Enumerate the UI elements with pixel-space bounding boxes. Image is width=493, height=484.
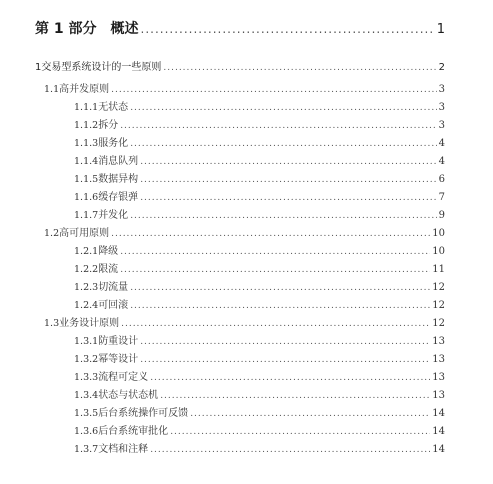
dot-leader [160, 391, 430, 401]
subsection-number: 1.3.1 [74, 336, 99, 347]
toc-section-entry[interactable] [44, 314, 445, 329]
dot-leader [111, 229, 430, 239]
subsection-number: 1.2.4 [74, 300, 99, 311]
section-title: 高可用原则 [59, 228, 110, 239]
subsection-title: 缓存银弹 [98, 192, 139, 203]
toc-subsection-entry[interactable] [74, 350, 445, 365]
section-number: 1.3 [44, 318, 60, 329]
subsection-number: 1.1.6 [74, 192, 99, 203]
dot-leader [120, 265, 430, 275]
subsection-page-number: 14 [432, 408, 445, 419]
dot-leader [130, 139, 436, 149]
subsection-number: 1.3.7 [74, 444, 99, 455]
toc-subsection-entry[interactable] [74, 206, 445, 221]
dot-leader [111, 85, 437, 95]
section-number: 1.2 [44, 228, 60, 239]
subsection-page-number: 9 [438, 210, 445, 221]
subsection-title: 后台系统审批化 [98, 426, 169, 437]
subsection-title: 限流 [98, 264, 119, 275]
toc-subsection-entry[interactable] [74, 332, 445, 347]
subsection-page-number: 13 [432, 336, 445, 347]
dot-leader [150, 373, 430, 383]
toc-subsection-entry[interactable] [74, 440, 445, 455]
dot-leader [130, 211, 436, 221]
subsection-title: 文档和注释 [98, 444, 149, 455]
dot-leader [121, 319, 430, 329]
subsection-page-number: 7 [438, 192, 445, 203]
toc-subsection-entry[interactable] [74, 170, 445, 185]
subsection-number: 1.1.2 [74, 120, 99, 131]
subsection-number: 1.1.7 [74, 210, 99, 221]
toc-subsection-entry[interactable] [74, 134, 445, 149]
toc-subsection-entry[interactable] [74, 98, 445, 113]
dot-leader [163, 63, 436, 73]
dot-leader [130, 301, 430, 311]
toc-subsection-entry[interactable] [74, 152, 445, 167]
dot-leader [190, 409, 430, 419]
subsection-page-number: 13 [432, 354, 445, 365]
subsection-page-number: 4 [438, 138, 445, 149]
chapter-title: 交易型系统设计的一些原则 [41, 62, 162, 73]
subsection-page-number: 13 [432, 390, 445, 401]
subsection-number: 1.1.5 [74, 174, 99, 185]
toc-subsection-entry[interactable] [74, 386, 445, 401]
subsection-title: 拆分 [98, 120, 119, 131]
chapter-page-number: 2 [438, 62, 445, 73]
subsection-page-number: 12 [432, 300, 445, 311]
dot-leader [150, 445, 430, 455]
part-number: 第 1 部分 [35, 21, 97, 37]
subsection-number: 1.3.5 [74, 408, 99, 419]
subsection-page-number: 14 [432, 426, 445, 437]
subsection-title: 状态与状态机 [98, 390, 159, 401]
subsection-number: 1.1.1 [74, 102, 99, 113]
dot-leader [130, 283, 430, 293]
subsection-title: 服务化 [98, 138, 129, 149]
subsection-page-number: 4 [438, 156, 445, 167]
subsection-number: 1.2.2 [74, 264, 99, 275]
toc-subsection-entry[interactable] [74, 242, 445, 257]
toc-subsection-entry[interactable] [74, 422, 445, 437]
dot-leader [120, 121, 436, 131]
chapter-number: 1 [35, 62, 42, 73]
toc-subsection-entry[interactable] [74, 278, 445, 293]
section-page-number: 12 [432, 318, 445, 329]
toc-chapter-entry[interactable] [35, 58, 445, 73]
dot-leader [130, 103, 436, 113]
dot-leader [140, 193, 436, 203]
subsection-title: 可回滚 [98, 300, 129, 311]
section-title: 业务设计原则 [59, 318, 120, 329]
part-title: 概述 [110, 21, 139, 37]
dot-leader [170, 427, 430, 437]
subsection-title: 降级 [98, 246, 119, 257]
toc-subsection-entry[interactable] [74, 368, 445, 383]
subsection-page-number: 6 [438, 174, 445, 185]
section-title: 高并发原则 [59, 84, 110, 95]
subsection-page-number: 11 [432, 264, 445, 275]
toc-subsection-entry[interactable] [74, 296, 445, 311]
dot-leader [140, 157, 436, 167]
toc-subsection-entry[interactable] [74, 116, 445, 131]
subsection-number: 1.2.1 [74, 246, 99, 257]
dot-leader [120, 247, 430, 257]
toc-section-entry[interactable] [44, 224, 445, 239]
subsection-title: 流程可定义 [98, 372, 149, 383]
subsection-page-number: 14 [432, 444, 445, 455]
subsection-title: 防重设计 [98, 336, 139, 347]
subsection-title: 切流量 [98, 282, 129, 293]
subsection-number: 1.1.4 [74, 156, 99, 167]
part-page-number: 1 [436, 22, 445, 37]
subsection-page-number: 10 [432, 246, 445, 257]
section-page-number: 3 [438, 84, 445, 95]
toc-section-entry[interactable] [44, 80, 445, 95]
toc-subsection-entry[interactable] [74, 188, 445, 203]
subsection-number: 1.3.4 [74, 390, 99, 401]
dot-leader [141, 22, 435, 36]
subsection-number: 1.3.2 [74, 354, 99, 365]
subsection-page-number: 13 [432, 372, 445, 383]
subsection-title: 数据异构 [98, 174, 139, 185]
dot-leader [140, 337, 430, 347]
subsection-page-number: 12 [432, 282, 445, 293]
subsection-title: 后台系统操作可反馈 [98, 408, 189, 419]
section-number: 1.1 [44, 84, 60, 95]
subsection-number: 1.1.3 [74, 138, 99, 149]
subsection-title: 幂等设计 [98, 354, 139, 365]
toc-subsection-entry[interactable] [74, 260, 445, 275]
subsection-title: 并发化 [98, 210, 129, 221]
toc-part-entry[interactable] [35, 18, 445, 38]
subsection-page-number: 3 [438, 120, 445, 131]
subsection-title: 无状态 [98, 102, 129, 113]
subsection-title: 消息队列 [98, 156, 139, 167]
dot-leader [140, 355, 430, 365]
subsection-number: 1.2.3 [74, 282, 99, 293]
section-page-number: 10 [432, 228, 445, 239]
subsection-number: 1.3.3 [74, 372, 99, 383]
toc-subsection-entry[interactable] [74, 404, 445, 419]
subsection-page-number: 3 [438, 102, 445, 113]
dot-leader [140, 175, 436, 185]
subsection-number: 1.3.6 [74, 426, 99, 437]
